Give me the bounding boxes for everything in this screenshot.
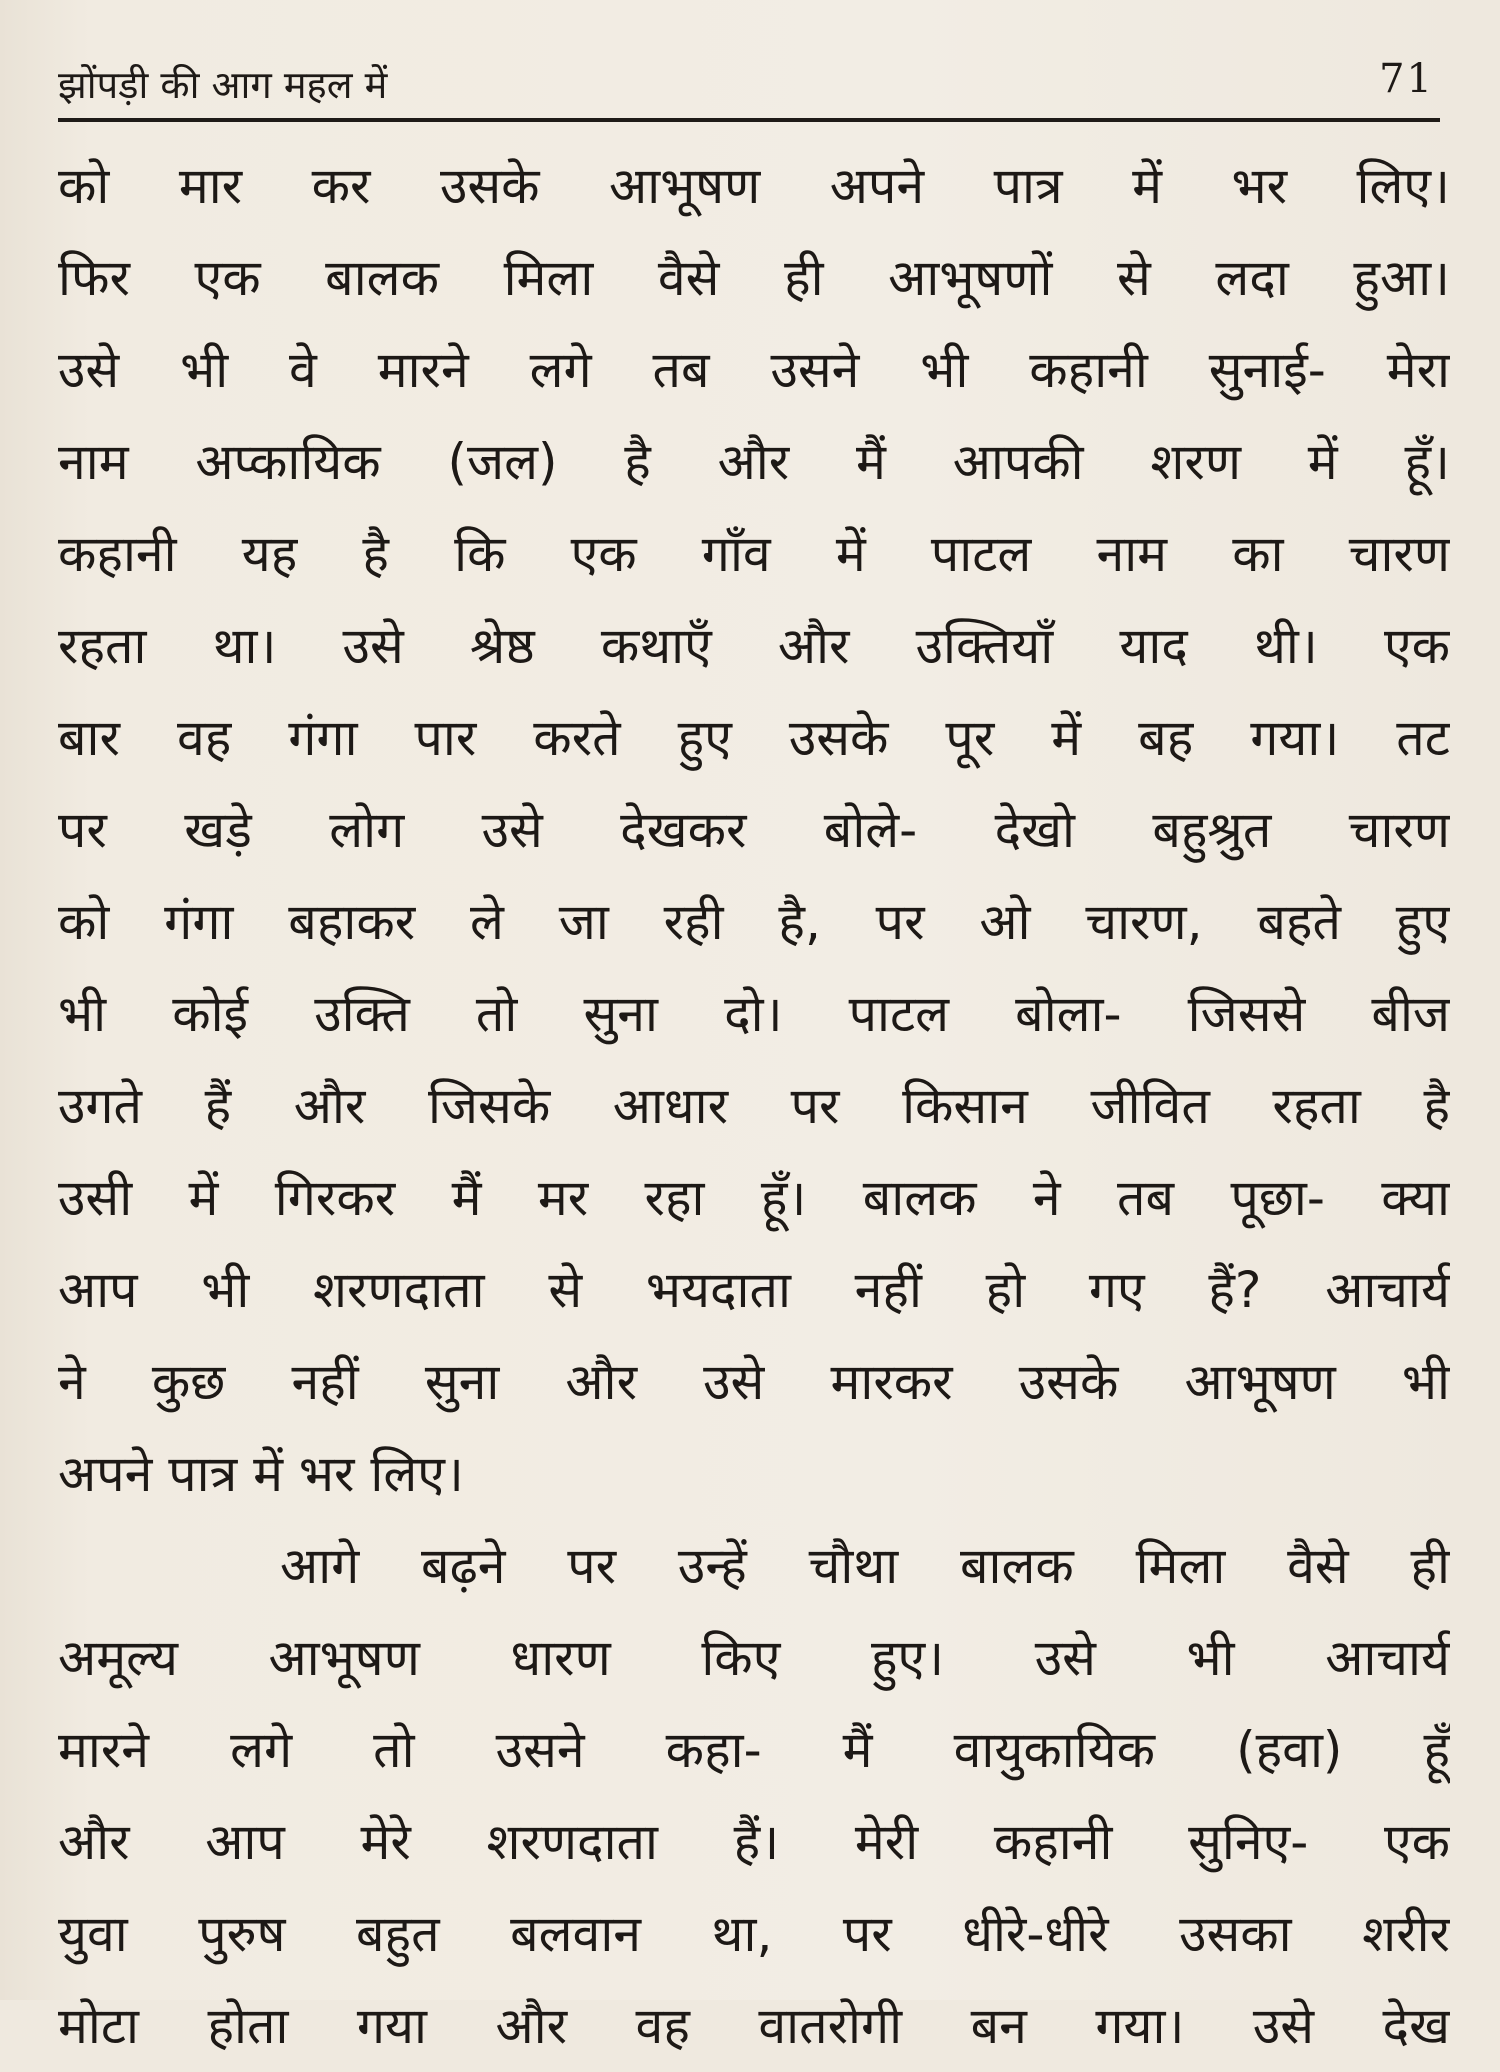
text-line-11: उगते हैं और जिसके आधार पर किसान जीवित रहता है — [58, 1077, 1450, 1135]
text-line-8: पर खड़े लोग उसे देखकर बोले- देखो बहुश्रुत चारण — [58, 801, 1450, 859]
running-title: झोंपड़ी की आग महल में — [58, 63, 388, 107]
text-line-21: मोटा होता गया और वह वातरोगी बन गया। उसे देख — [58, 1997, 1450, 2055]
body-text — [58, 140, 1450, 2072]
text-line-14: ने कुछ नहीं सुना और उसे मारकर उसके आभूषण भी — [58, 1353, 1450, 1411]
running-header — [58, 52, 1440, 122]
text-line-7: बार वह गंगा पार करते हुए उसके पूर में बह गया। तट — [58, 709, 1450, 767]
text-line-5: कहानी यह है कि एक गाँव में पाटल नाम का चारण — [58, 525, 1450, 583]
text-line-6: रहता था। उसे श्रेष्ठ कथाएँ और उक्तियाँ याद थी। एक — [58, 617, 1450, 675]
text-line-16: आगे बढ़ने पर उन्हें चौथा बालक मिला वैसे ही — [280, 1537, 1450, 1595]
text-line-20: युवा पुरुष बहुत बलवान था, पर धीरे-धीरे उसका शरीर — [58, 1905, 1450, 1963]
text-line-2: फिर एक बालक मिला वैसे ही आभूषणों से लदा हुआ। — [58, 249, 1450, 307]
text-line-19: और आप मेरे शरणदाता हैं। मेरी कहानी सुनिए- एक — [58, 1813, 1450, 1871]
text-line-17: अमूल्य आभूषण धारण किए हुए। उसे भी आचार्य — [58, 1629, 1450, 1687]
text-line-13: आप भी शरणदाता से भयदाता नहीं हो गए हैं? आचार्य — [58, 1261, 1450, 1319]
page-number: 71 — [1379, 56, 1434, 102]
text-line-15: अपने पात्र में भर लिए। — [58, 1445, 464, 1503]
text-line-18: मारने लगे तो उसने कहा- मैं वायुकायिक (हवा) हूँ — [58, 1721, 1450, 1779]
text-line-1: को मार कर उसके आभूषण अपने पात्र में भर लिए। — [58, 157, 1450, 215]
text-line-12: उसी में गिरकर मैं मर रहा हूँ। बालक ने तब पूछा- क्या — [58, 1169, 1450, 1227]
text-line-3: उसे भी वे मारने लगे तब उसने भी कहानी सुनाई- मेरा — [58, 341, 1450, 399]
text-line-9: को गंगा बहाकर ले जा रही है, पर ओ चारण, बहते हुए — [58, 893, 1450, 951]
text-line-10: भी कोई उक्ति तो सुना दो। पाटल बोला- जिससे बीज — [58, 985, 1450, 1043]
text-line-4: नाम अप्कायिक (जल) है और मैं आपकी शरण में हूँ। — [58, 433, 1450, 491]
